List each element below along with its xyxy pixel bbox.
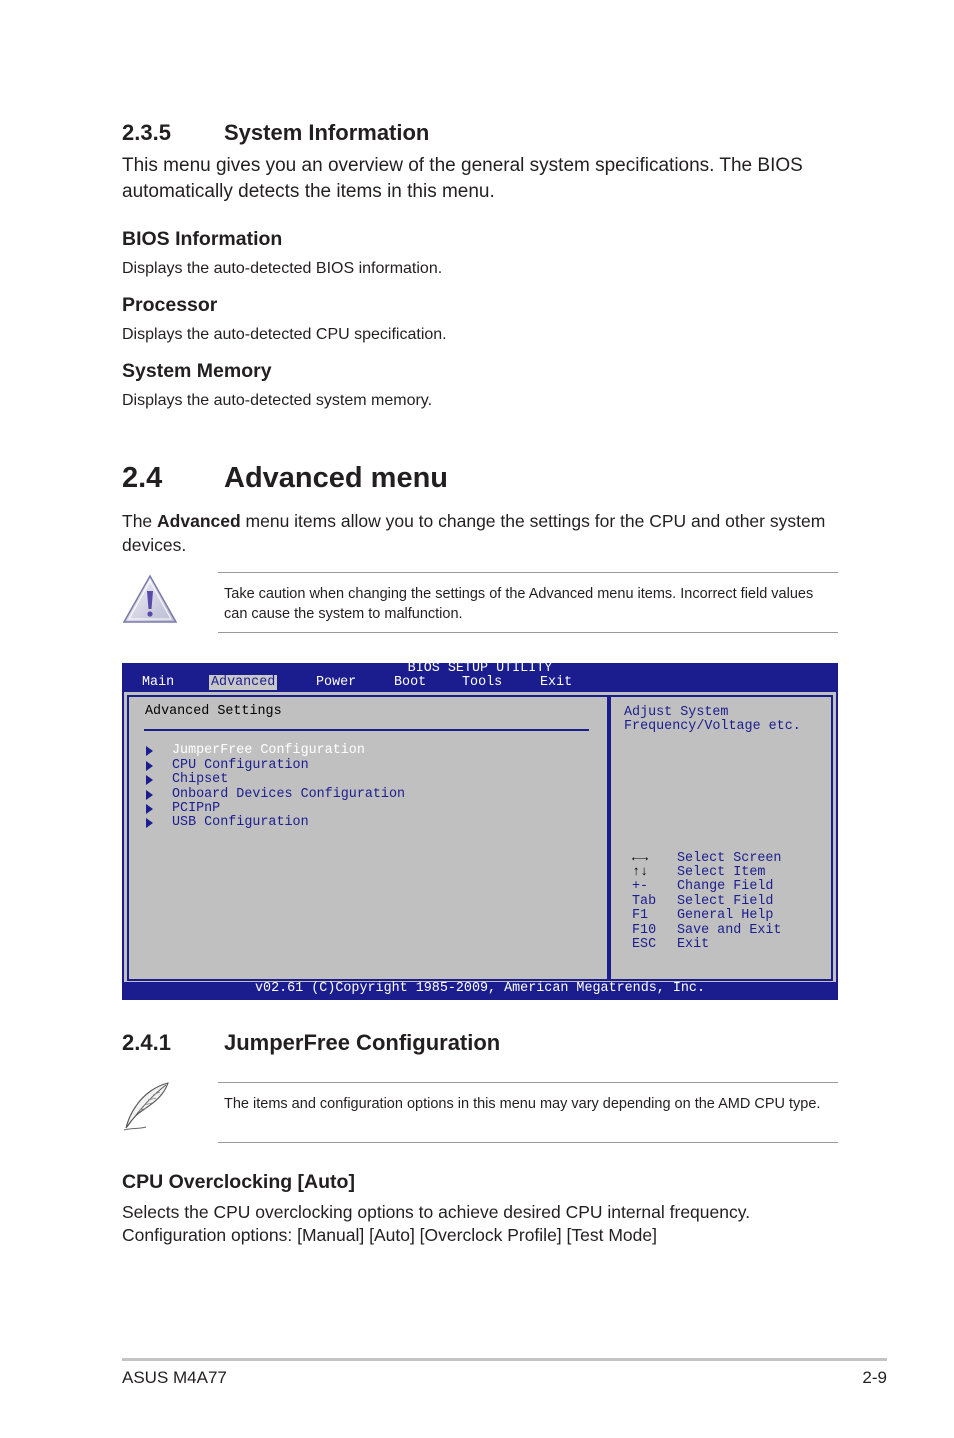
key-action-select-field: Select Field [677, 894, 774, 909]
key-action-select-screen: Select Screen [677, 851, 782, 866]
section-heading-2-4-1 [122, 1030, 500, 1056]
bios-section-label: Advanced Settings [145, 704, 282, 719]
chapter-title: Advanced menu [224, 462, 448, 494]
section-title: JumperFree Configuration [224, 1030, 501, 1055]
intro-text-pre: The [122, 511, 158, 531]
item-desc-bios-information: Displays the auto-detected BIOS information. [122, 260, 443, 277]
cpu-overclocking-desc: Selects the CPU overclocking options to achieve desired CPU internal frequency. [122, 1202, 751, 1222]
bios-tab-boot[interactable]: Boot [394, 675, 427, 690]
bios-menu-item-chipset[interactable]: Chipset [172, 772, 229, 787]
note-rule-top [218, 1082, 838, 1083]
item-heading-bios-information: BIOS Information [122, 228, 283, 250]
bios-tab-tools[interactable]: Tools [462, 675, 503, 690]
key-up-down-icon: ↑↓ [632, 865, 649, 880]
section-number: 2.4.1 [122, 1030, 171, 1055]
key-tab: Tab [632, 894, 657, 909]
caution-text: Take caution when changing the settings of the Advanced menu items. Incorrect field values can cause the system to malfunction. [224, 586, 814, 622]
bios-menu-item-jumperfree[interactable]: JumperFree Configuration [172, 743, 365, 758]
section-title: System Information [224, 120, 430, 145]
bios-left-frame [127, 695, 609, 981]
feather-pen-icon [120, 1080, 172, 1132]
bios-footer: v02.61 (C)Copyright 1985-2009, American Megatrends, Inc. [255, 981, 705, 996]
key-f1: F1 [632, 908, 649, 923]
key-left-right-icon: ←→ [632, 851, 649, 866]
note-rule-bottom [218, 1142, 838, 1143]
bios-tab-exit[interactable]: Exit [540, 675, 573, 690]
section-heading-2-3-5 [122, 120, 429, 146]
footer-product: ASUS M4A77 [122, 1368, 227, 1387]
key-plus-minus: +- [632, 879, 649, 894]
key-action-select-item: Select Item [677, 865, 766, 880]
bios-screenshot [122, 663, 838, 1000]
bios-menu-item-pcipnp[interactable]: PCIPnP [172, 801, 221, 816]
bios-tab-advanced[interactable]: Advanced [211, 675, 276, 690]
chapter-number: 2.4 [122, 462, 163, 494]
bios-section-underline [144, 729, 589, 731]
item-heading-cpu-overclocking: CPU Overclocking [Auto] [122, 1171, 355, 1193]
caution-rule-bottom [218, 632, 838, 633]
submenu-arrow-icon [146, 804, 153, 814]
key-action-exit: Exit [677, 937, 710, 952]
bios-help-line1: Adjust System [624, 705, 729, 720]
submenu-arrow-icon [146, 775, 153, 785]
warning-icon [122, 574, 178, 624]
bios-menu-item-cpu[interactable]: CPU Configuration [172, 758, 309, 773]
item-desc-processor: Displays the auto-detected CPU specification. [122, 326, 447, 343]
item-desc-system-memory: Displays the auto-detected system memory. [122, 392, 433, 409]
caution-rule-top [218, 572, 838, 573]
submenu-arrow-icon [146, 746, 153, 756]
key-esc: ESC [632, 937, 657, 952]
item-heading-system-memory: System Memory [122, 360, 272, 382]
intro-text-post: menu items allow you to change the settings for the CPU and other system devices. [122, 511, 826, 555]
submenu-arrow-icon [146, 818, 153, 828]
intro-text-bold: Advanced [157, 511, 241, 531]
footer-rule [122, 1358, 887, 1361]
item-heading-processor: Processor [122, 294, 218, 316]
advanced-intro [122, 509, 842, 557]
key-action-save-exit: Save and Exit [677, 923, 782, 938]
note-text: The items and configuration options in this menu may vary depending on the AMD CPU type. [224, 1096, 821, 1112]
bios-menu-item-onboard[interactable]: Onboard Devices Configuration [172, 787, 406, 802]
footer-page-number: 2-9 [862, 1368, 887, 1387]
submenu-arrow-icon [146, 790, 153, 800]
section-intro: This menu gives you an overview of the general system specifications. The BIOS automatically detects the items in this menu. [122, 155, 803, 202]
bios-title: BIOS SETUP UTILITY [407, 661, 553, 676]
submenu-arrow-icon [146, 761, 153, 771]
key-action-general-help: General Help [677, 908, 774, 923]
key-action-change-field: Change Field [677, 879, 774, 894]
chapter-heading-2-4 [122, 462, 448, 495]
bios-help-line2: Frequency/Voltage etc. [624, 719, 801, 734]
bios-tab-power[interactable]: Power [316, 675, 357, 690]
cpu-overclocking-options: Configuration options: [Manual] [Auto] [Overclock Profile] [Test Mode] [122, 1225, 657, 1245]
key-f10: F10 [632, 923, 657, 938]
section-number: 2.3.5 [122, 120, 171, 145]
bios-menu-item-usb[interactable]: USB Configuration [172, 815, 309, 830]
bios-tab-main[interactable]: Main [142, 675, 175, 690]
